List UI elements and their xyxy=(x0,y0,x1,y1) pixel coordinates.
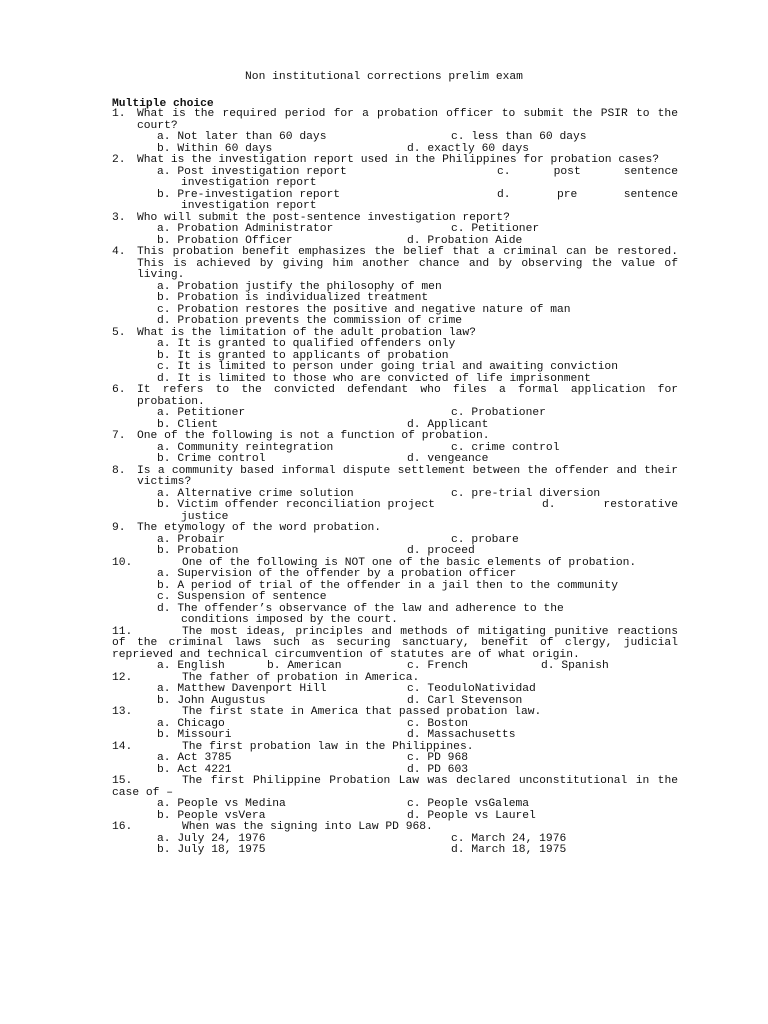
option-row xyxy=(112,799,678,811)
answer-option: d. March 18, 1975 xyxy=(451,844,567,856)
answer-option: a. Chicago xyxy=(157,717,225,730)
answer-option: a. Supervision of the offender by a probation officer xyxy=(157,568,517,580)
question-text: The first state in America that passed probation law. xyxy=(182,706,542,718)
option-row xyxy=(112,500,678,512)
question-number: 9. xyxy=(112,522,126,534)
question-number: 6. xyxy=(112,384,126,396)
option-row xyxy=(112,615,678,627)
answer-option: b. Pre-investigation report xyxy=(157,188,341,201)
option-row xyxy=(112,592,678,604)
answer-continuation: investigation report xyxy=(181,200,317,212)
question-16 xyxy=(112,822,678,857)
answer-option: c. Petitioner xyxy=(451,223,540,235)
question-number: 13. xyxy=(112,706,133,718)
answer-option: d. restorative xyxy=(542,499,678,511)
answer-option: c. French xyxy=(407,660,469,672)
question-12 xyxy=(112,673,678,708)
answer-option: b. American xyxy=(267,660,342,672)
answer-option: a. Matthew Davenport Hill xyxy=(157,683,327,695)
answer-option: a. Probation justify the philosophy of men xyxy=(157,280,442,293)
option-row xyxy=(112,684,678,696)
question-8 xyxy=(112,466,678,524)
answer-option: d. Probation Aide xyxy=(407,234,523,247)
answer-option: b. People vsVera xyxy=(157,809,266,822)
answer-option: a. Probair xyxy=(157,533,225,546)
option-row xyxy=(112,362,678,374)
option-row xyxy=(112,753,678,765)
answer-option: a. Community reintegration xyxy=(157,441,334,454)
answer-option: a. Post investigation report xyxy=(157,165,347,178)
answer-option: d. It is limited to those who are convicted of life imprisonment xyxy=(157,372,591,385)
question-13 xyxy=(112,707,678,742)
question-15 xyxy=(112,776,678,822)
answer-option: b. A period of trial of the offender in a jail then to the community xyxy=(157,579,618,592)
answer-option: b. Within 60 days xyxy=(157,142,273,155)
answer-option: a. English xyxy=(157,660,225,672)
answer-option: c. pre-trial diversion xyxy=(451,487,601,500)
option-row xyxy=(112,569,678,581)
question-text: The first Philippine Probation Law was declared unconstitutional in the case of – xyxy=(112,775,678,799)
option-row xyxy=(112,845,678,857)
answer-option: b. Victim offender reconciliation project xyxy=(157,499,435,511)
question-text: What is the limitation of the adult probation law? xyxy=(137,326,476,339)
option-row xyxy=(112,201,678,213)
option-row xyxy=(112,339,678,351)
answer-option: c. PD 968 xyxy=(407,752,469,764)
answer-option: a. Probation Administrator xyxy=(157,223,334,235)
question-3 xyxy=(112,213,678,248)
answer-option: c. post sentence xyxy=(497,165,678,178)
answer-option: d. pre sentence xyxy=(497,188,678,201)
answer-option: a. July 24, 1976 xyxy=(157,832,266,845)
option-row xyxy=(112,661,678,673)
answer-option: c. Probationer xyxy=(451,407,546,419)
answer-option: a. Act 3785 xyxy=(157,752,232,764)
answer-option: a. People vs Medina xyxy=(157,798,286,810)
answer-option: c. less than 60 days xyxy=(451,131,587,143)
question-number: 12. xyxy=(112,671,133,684)
answer-option: b. Probation is individualized treatment xyxy=(157,292,429,304)
answer-option: c. probare xyxy=(451,533,519,546)
question-10 xyxy=(112,558,678,627)
answer-option: b. Crime control xyxy=(157,453,266,465)
answer-option: b. Probation Officer xyxy=(157,234,293,247)
answer-option: d. exactly 60 days xyxy=(407,142,530,155)
question-number: 7. xyxy=(112,430,126,442)
question-number: 16. xyxy=(112,821,133,833)
answer-option: c. March 24, 1976 xyxy=(451,832,567,845)
answer-option: c. People vsGalema xyxy=(407,798,530,810)
option-row xyxy=(112,730,678,742)
option-row xyxy=(112,293,678,305)
exam-title: Non institutional corrections prelim exam xyxy=(245,71,523,83)
option-row xyxy=(112,224,678,236)
answer-option: a. Not later than 60 days xyxy=(157,131,327,143)
question-text: The most ideas, principles and methods of mitigating punitive reactions of the criminal laws such as securing sanctuary, benefit of clergy, judicial reprieved and technical circumvention of statutes are of what origin. xyxy=(112,625,678,661)
answer-option: a. Alternative crime solution xyxy=(157,487,354,500)
question-text: When was the signing into Law PD 968. xyxy=(182,821,433,833)
answer-option: b. July 18, 1975 xyxy=(157,844,266,856)
answer-option: d. Applicant xyxy=(407,418,489,431)
question-text: What is the investigation report used in the Philippines for probation cases? xyxy=(137,154,660,166)
answer-option: d. PD 603 xyxy=(407,763,469,776)
question-text: One of the following is not a function of probation. xyxy=(137,430,490,442)
answer-continuation: justice xyxy=(181,510,229,523)
question-text: What is the required period for a probation officer to submit the PSIR to the court? xyxy=(137,108,678,132)
option-row xyxy=(112,178,678,190)
question-number: 3. xyxy=(112,211,126,224)
question-5 xyxy=(112,328,678,386)
answer-option: d. Massachusetts xyxy=(407,729,516,741)
question-1 xyxy=(112,109,678,155)
question-2 xyxy=(112,155,678,213)
option-row xyxy=(112,316,678,328)
question-number: 14. xyxy=(112,740,133,753)
answer-option: b. It is granted to applicants of probation xyxy=(157,349,449,362)
option-row xyxy=(112,454,678,466)
question-text: The etymology of the word probation. xyxy=(137,522,382,534)
answer-option: b. Missouri xyxy=(157,729,232,741)
question-number: 5. xyxy=(112,326,126,339)
question-text: This probation benefit emphasizes the belief that a criminal can be restored. This is achieved by giving him another chance and by observing the value of living. xyxy=(137,246,678,281)
answer-option: a. Petitioner xyxy=(157,407,246,419)
answer-option: c. Suspension of sentence xyxy=(157,591,327,603)
answer-option: d. Carl Stevenson xyxy=(407,694,523,707)
option-row xyxy=(112,408,678,420)
answer-option: d. Probation prevents the commission of crime xyxy=(157,315,463,327)
question-number: 2. xyxy=(112,154,126,166)
question-4 xyxy=(112,247,678,328)
option-row xyxy=(112,132,678,144)
option-row xyxy=(112,546,678,558)
question-number: 15. xyxy=(112,775,133,787)
question-text: The first probation law in the Philippines. xyxy=(182,740,474,753)
question-text: One of the following is NOT one of the basic elements of probation. xyxy=(182,556,637,569)
question-text: Who will submit the post-sentence investigation report? xyxy=(137,211,510,224)
question-text: It refers to the convicted defendant who files a formal application for probation. xyxy=(137,384,678,408)
question-6 xyxy=(112,385,678,431)
answer-continuation: conditions imposed by the court. xyxy=(181,614,398,626)
answer-option: d. The offender’s observance of the law and adherence to the xyxy=(157,602,564,615)
answer-option: b. Client xyxy=(157,418,219,431)
question-11 xyxy=(112,627,678,673)
question-text: The father of probation in America. xyxy=(182,671,420,684)
question-number: 1. xyxy=(112,108,126,120)
question-number: 8. xyxy=(112,464,126,477)
answer-option: b. Probation xyxy=(157,545,239,557)
question-9 xyxy=(112,523,678,558)
answer-option: d. People vs Laurel xyxy=(407,809,536,822)
question-list xyxy=(112,109,678,857)
answer-option: c. It is limited to person under going trial and awaiting conviction xyxy=(157,361,618,373)
question-number: 11. xyxy=(112,625,133,638)
answer-option: c. TeoduloNatividad xyxy=(407,683,536,695)
answer-option: d. vengeance xyxy=(407,453,489,465)
answer-option: a. It is granted to qualified offenders only xyxy=(157,338,456,350)
answer-option: d. Spanish xyxy=(541,660,609,672)
question-14 xyxy=(112,742,678,777)
answer-option: c. Probation restores the positive and negative nature of man xyxy=(157,303,571,316)
answer-option: d. proceed xyxy=(407,545,475,557)
answer-option: c. crime control xyxy=(451,441,560,454)
section-heading: Multiple choice xyxy=(112,98,214,110)
answer-continuation: investigation report xyxy=(181,177,317,189)
answer-option: c. Boston xyxy=(407,717,469,730)
question-number: 4. xyxy=(112,246,126,258)
question-number: 10. xyxy=(112,556,133,569)
question-7 xyxy=(112,431,678,466)
answer-option: b. Act 4221 xyxy=(157,763,232,776)
answer-option: b. John Augustus xyxy=(157,694,266,707)
question-text: Is a community based informal dispute settlement between the offender and their victims? xyxy=(137,464,678,488)
